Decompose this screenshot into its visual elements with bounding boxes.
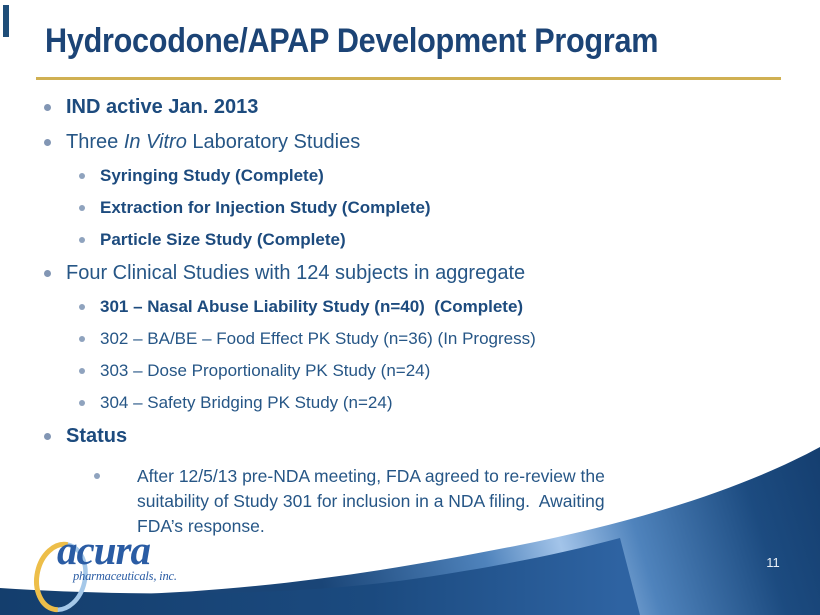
bullet-item	[0, 256, 820, 291]
page-number: 11	[766, 555, 780, 570]
bullet-item	[0, 387, 820, 419]
bullet-item	[0, 323, 820, 355]
acura-logo	[28, 527, 258, 615]
accent-bar	[3, 5, 9, 37]
bullet-dot-icon	[44, 139, 51, 146]
bullet-text: 302 – BA/BE – Food Effect PK Study (n=36) (In Progress)	[100, 329, 536, 348]
bullet-item	[0, 355, 820, 387]
bullet-dot-icon	[44, 433, 51, 440]
bullet-item	[0, 160, 820, 192]
page-title: Hydrocodone/APAP Development Program	[45, 22, 659, 60]
bullet-dot-icon	[79, 237, 85, 243]
bullet-item	[0, 90, 820, 125]
bullet-text: Particle Size Study (Complete)	[100, 230, 346, 249]
bullet-dot-icon	[79, 205, 85, 211]
bullet-text: Three In Vitro Laboratory Studies	[66, 131, 361, 153]
bullet-text: 304 – Safety Bridging PK Study (n=24)	[100, 393, 393, 412]
logo-name: acura	[57, 527, 150, 573]
bullet-text: Four Clinical Studies with 124 subjects in aggregate	[66, 262, 526, 284]
bullet-item	[0, 192, 820, 224]
bullet-dot-icon	[79, 173, 85, 179]
bullet-dot-icon	[79, 304, 85, 310]
bullet-text: 301 – Nasal Abuse Liability Study (n=40) (Complete)	[100, 297, 524, 316]
bullet-item	[0, 125, 820, 160]
bullet-item	[0, 291, 820, 323]
bullet-dot-icon	[79, 368, 85, 374]
bullet-text: Extraction for Injection Study (Complete)	[100, 198, 431, 217]
logo-tagline: pharmaceuticals, inc.	[73, 569, 177, 583]
bullet-dot-icon	[79, 336, 85, 342]
title-divider	[36, 77, 781, 80]
bullet-dot-icon	[79, 400, 85, 406]
bullet-dot-icon	[44, 104, 51, 111]
bullet-text: Syringing Study (Complete)	[100, 166, 324, 185]
bullet-text: Status	[66, 425, 128, 447]
bullet-text: After 12/5/13 pre-NDA meeting, FDA agreed to re-review the suitability of Study 301 for inclusion in a NDA filing. Awaiting FDA’s response.	[137, 466, 605, 536]
bullet-text: IND active Jan. 2013	[66, 96, 259, 118]
bullet-item	[0, 224, 820, 256]
bullet-text: 303 – Dose Proportionality PK Study (n=24)	[100, 361, 431, 380]
bullet-dot-icon	[44, 270, 51, 277]
